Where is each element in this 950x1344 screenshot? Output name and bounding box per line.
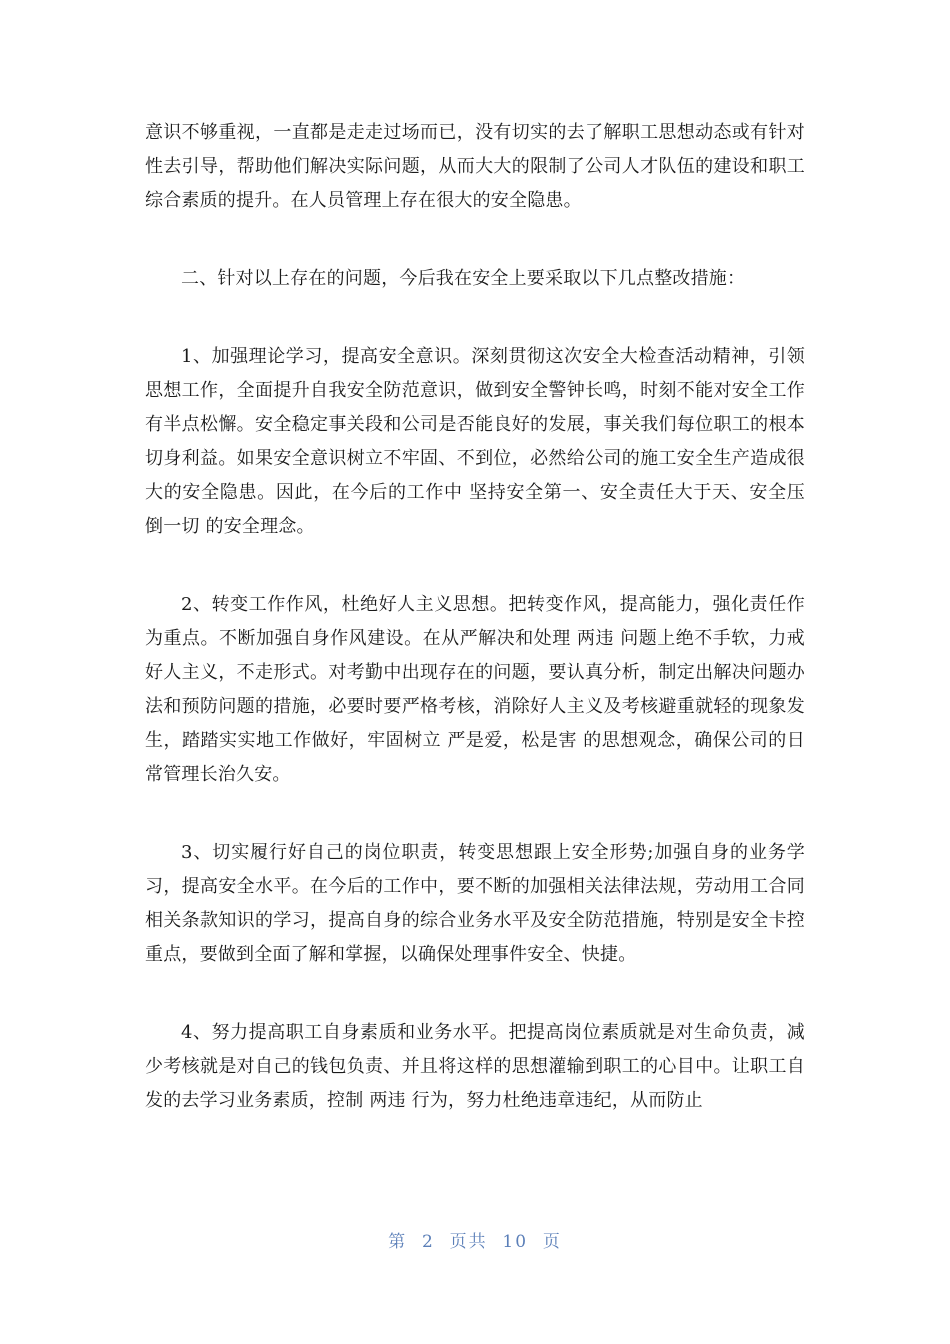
paragraph-gap [145,792,805,836]
paragraph-item-4: 4、努力提高职工自身素质和业务水平。把提高岗位素质就是对生命负责，减少考核就是对自己的钱包负责、并且将这样的思想灌输到职工的心目中。让职工自发的去学习业务素质，控制 两违 行为，努力杜绝违章违纪，从而防止 [145,1022,805,1111]
footer-current-page: 2 [421,1232,435,1252]
footer-total-pages: 10 [502,1232,529,1252]
footer-middle: 页共 [449,1232,488,1252]
paragraph-gap [145,544,805,588]
paragraph-item-3: 3、切实履行好自己的岗位职责，转变思想跟上安全形势;加强自身的业务学习，提高安全水平。在今后的工作中，要不断的加强相关法律法规，劳动用工合同相关条款知识的学习，提高自身的综合业务水平及安全防范措施，特别是安全卡控重点，要做到全面了解和掌握，以确保处理事件安全、快捷。 [145,842,805,965]
paragraph-gap [145,218,805,262]
footer-prefix: 第 [388,1232,408,1252]
footer-suffix: 页 [542,1232,562,1252]
paragraph-continued: 意识不够重视，一直都是走走过场而已，没有切实的去了解职工思想动态或有针对性去引导，帮助他们解决实际问题，从而大大的限制了公司人才队伍的建设和职工综合素质的提升。在人员管理上存在很大的安全隐患。 [145,122,805,211]
paragraph-gap [145,972,805,1016]
section-heading-2: 二、针对以上存在的问题，今后我在安全上要采取以下几点整改措施： [181,268,746,289]
paragraph-item-1: 1、加强理论学习，提高安全意识。深刻贯彻这次安全大检查活动精神，引领思想工作，全面提升自我安全防范意识，做到安全警钟长鸣，时刻不能对安全工作有半点松懈。安全稳定事关段和公司是否能良好的发展，事关我们每位职工的根本切身利益。如果安全意识树立不牢固、不到位，必然给公司的施工安全生产造成很大的安全隐患。因此，在今后的工作中 坚持安全第一、安全责任大于天、安全压倒一切 的安全理念。 [145,346,805,537]
paragraph-item-2: 2、转变工作作风，杜绝好人主义思想。把转变作风，提高能力，强化责任作为重点。不断加强自身作风建设。在从严解决和处理 两违 问题上绝不手软，力戒好人主义，不走形式。对考勤中出现存在的问题，要认真分析，制定出解决问题办法和预防问题的措施，必要时要严格考核，消除好人主义及考核避重就轻的现象发生，踏踏实实地工作做好，牢固树立 严是爱，松是害 的思想观念，确保公司的日常管理长治久安。 [145,594,805,785]
document-body [145,116,805,1118]
page-footer [0,1227,950,1252]
paragraph-gap [145,296,805,340]
